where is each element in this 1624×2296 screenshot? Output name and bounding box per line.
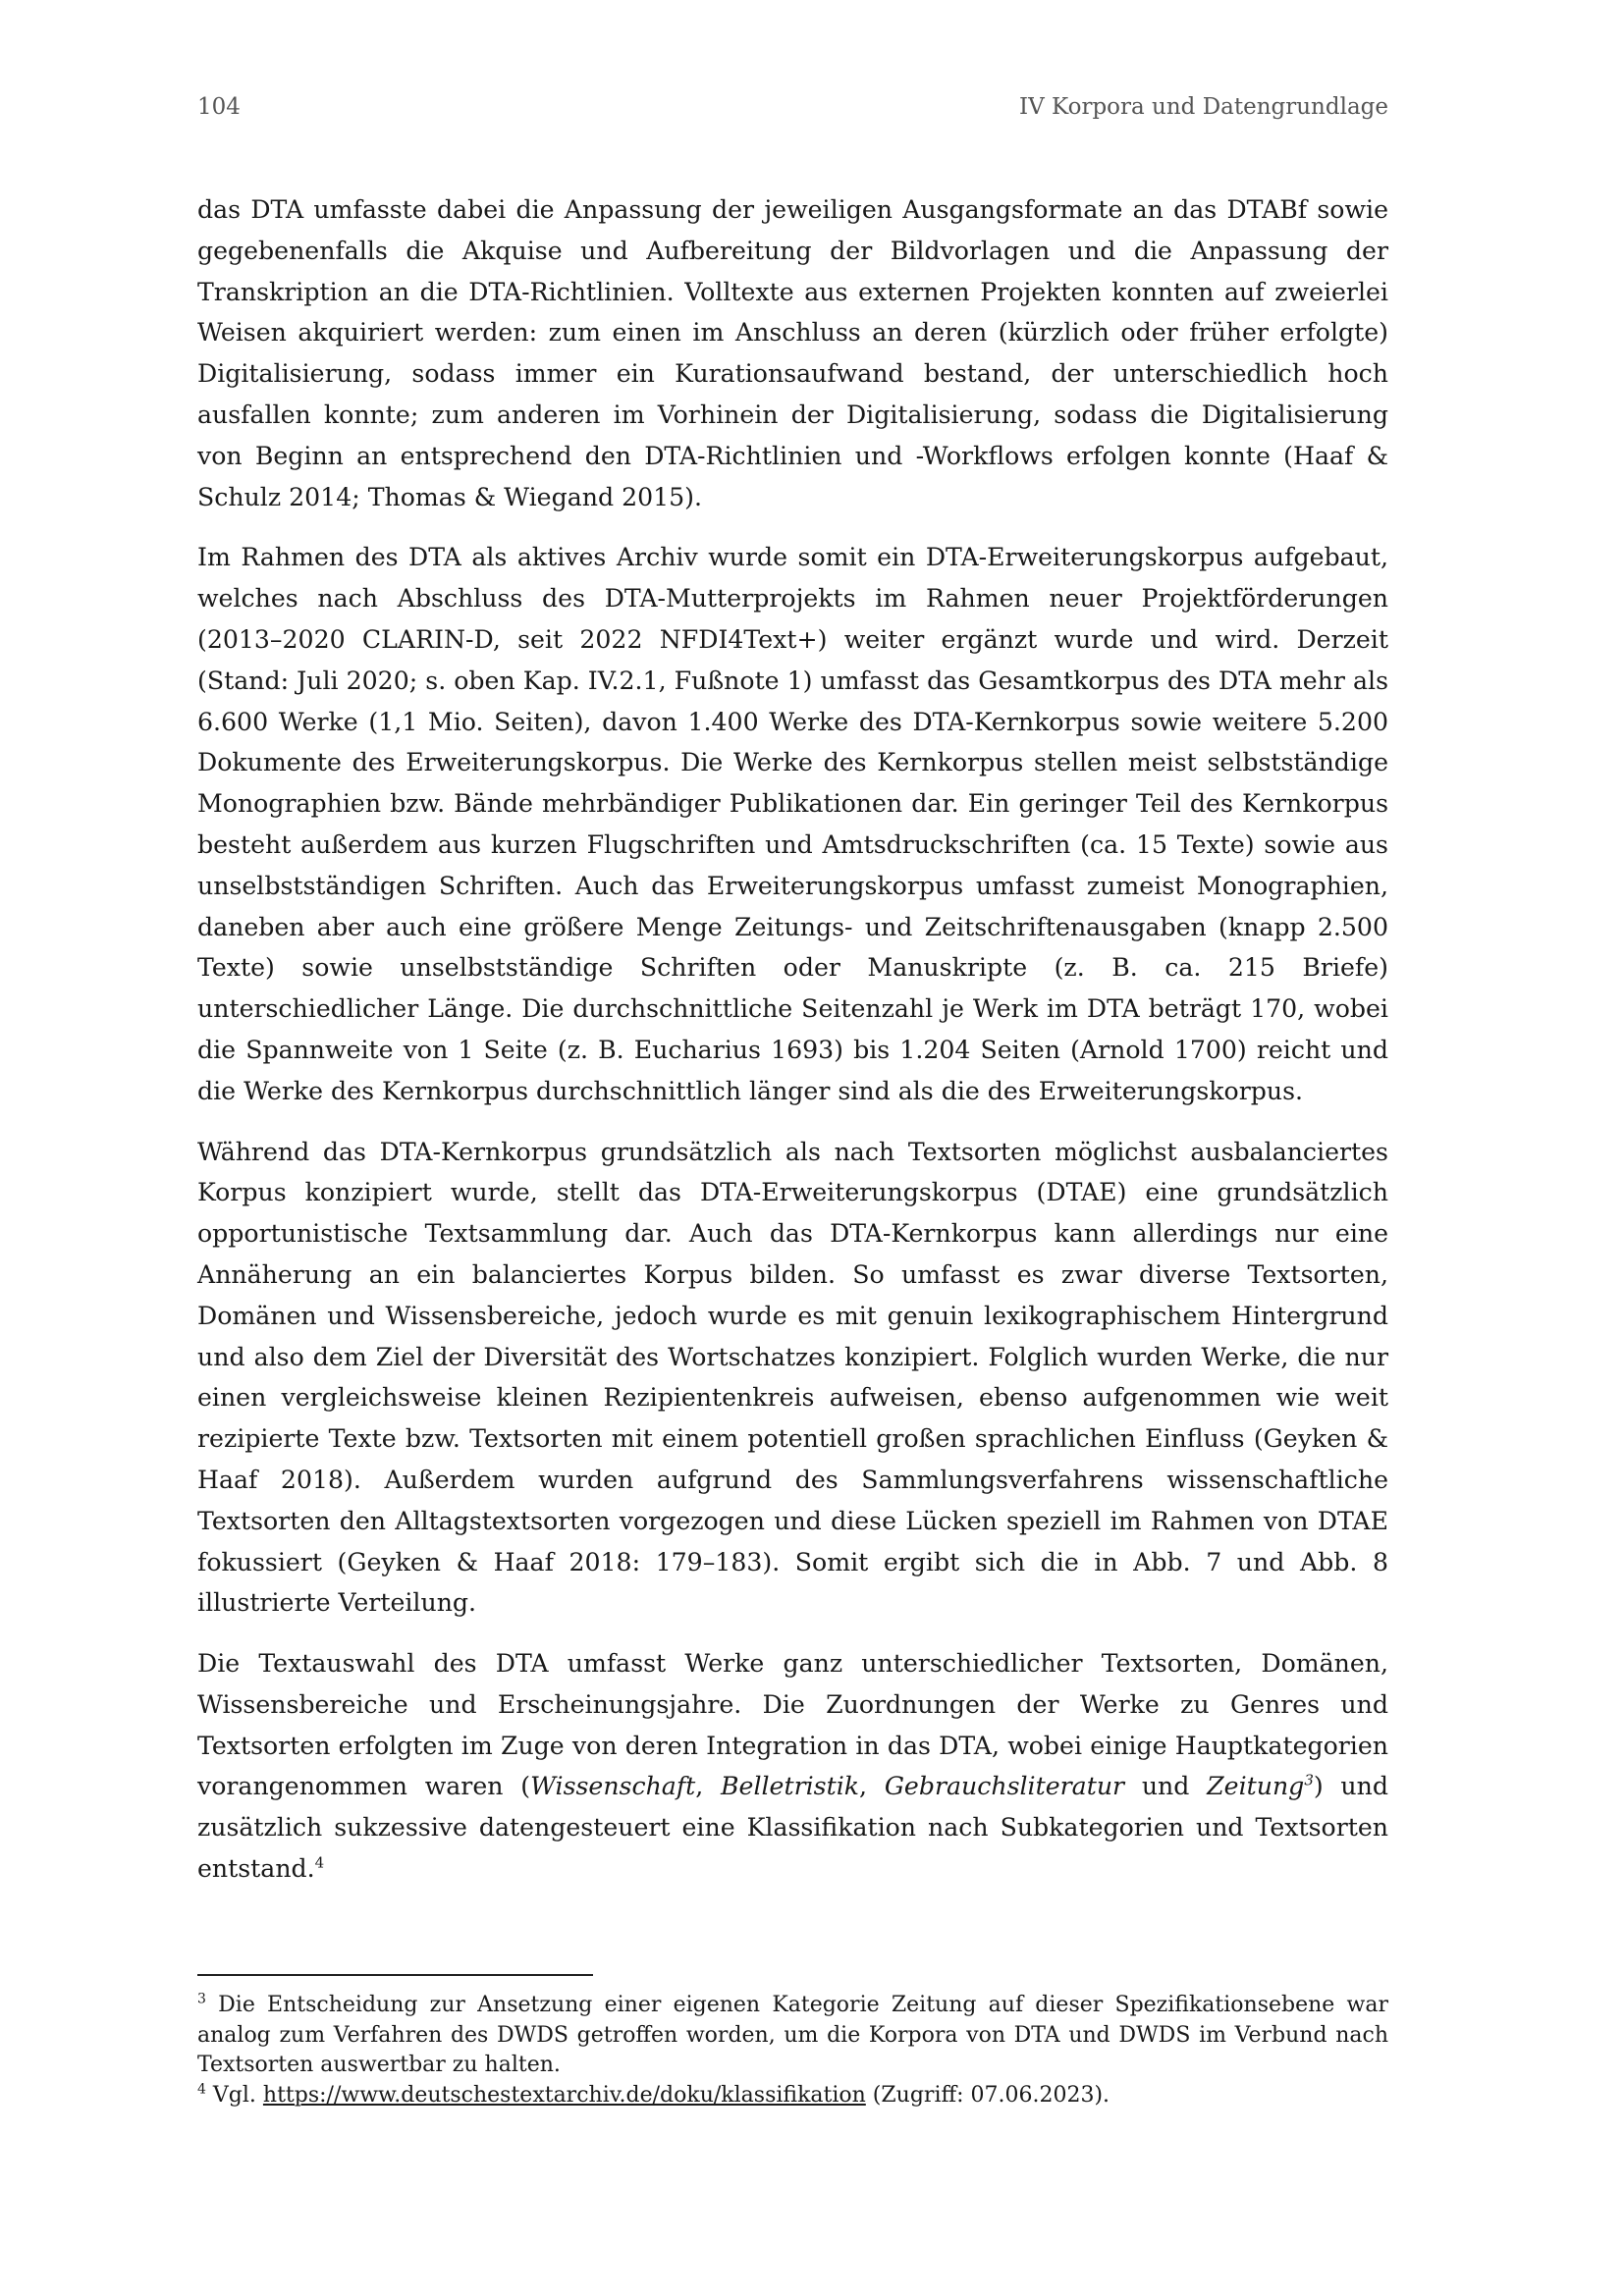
- klassifikation-link[interactable]: https://www.deutschestextarchiv.de/doku/klassifikation: [262, 2082, 866, 2108]
- paragraph-2: Im Rahmen des DTA als aktives Archiv wurde somit ein DTA-Erweiterungskorpus aufgebaut, welches nach Abschluss des DTA-Mutterprojekts im Rahmen neuer Projektförderungen (2013–2020 CLARIN-D, seit 2022 NFDI4Text+) weiter ergänzt wurde und wird. Derzeit (Stand: Juli 2020; s. oben Kap. IV.2.1, Fußnote 1) umfasst das Gesamtkorpus des DTA mehr als 6.600 Werke (1,1 Mio. Seiten), davon 1.400 Werke des DTA-Kernkorpus sowie weitere 5.200 Dokumente des Erweiterungskorpus. Die Werke des Kernkorpus stellen meist selbstständige Monographien bzw. Bände mehrbändiger Publikationen dar. Ein geringer Teil des Kernkorpus besteht außerdem aus kurzen Flugschriften und Amtsdruckschriften (ca. 15 Texte) sowie aus unselbstständigen Schriften. Auch das Erweiterungskorpus umfasst zumeist Monographien, daneben aber auch eine größere Menge Zeitungs- und Zeitschriftenausgaben (knapp 2.500 Texte) sowie unselbstständige Schriften oder Manuskripte (z. B. ca. 215 Briefe) unterschiedlicher Länge. Die durchschnittliche Seitenzahl je Werk im DTA beträgt 170, wobei die Spannweite von 1 Seite (z. B. Eucharius 1693) bis 1.204 Seiten (Arnold 1700) reicht und die Werke des Kernkorpus durchschnittlich länger sind als die des Erweiterungskorpus.: [197, 543, 1388, 1105]
- term-belletristik: Belletristik: [721, 1772, 860, 1801]
- main-text: [197, 189, 1388, 1909]
- footnotes: [197, 1991, 1388, 2110]
- footnote-prefix: Vgl.: [205, 2082, 263, 2108]
- footnote-3: [197, 1991, 1388, 2081]
- running-header: [197, 94, 1388, 133]
- paragraph-4: [197, 1643, 1388, 1890]
- term-gebrauchsliteratur: Gebrauchsliteratur: [884, 1772, 1125, 1801]
- footnote-suffix: (Zugriff: 07.06.2023).: [865, 2082, 1110, 2108]
- footnote-ref-3[interactable]: 3: [1304, 1772, 1314, 1790]
- footnote-divider: [197, 1974, 593, 1976]
- footnote-4: [197, 2081, 1388, 2111]
- running-title: IV Korpora und Datengrundlage: [1019, 94, 1388, 120]
- paragraph-4-text-after: ) und zusätzlich sukzessive datengesteuert eine Klassifikation nach Subkategorien und Textsorten entstand.: [197, 1772, 1389, 1884]
- page-number: 104: [197, 94, 241, 120]
- footnote-text: Die Entscheidung zur Ansetzung einer eigenen Kategorie Zeitung auf dieser Spezifikationsebene war analog zum Verfahren des DWDS getroffen worden, um die Korpora von DTA und DWDS im Verbund nach Textsorten auswertbar zu halten.: [197, 1993, 1388, 2077]
- paragraph-4-text-before: Die Textauswahl des DTA umfasst Werke ganz unterschiedlicher Textsorten, Domänen, Wissensbereiche und Erscheinungsjahre. Die Zuordnungen der Werke zu Genres und Textsorten erfolgten im Zuge von deren Integration in das DTA, wobei einige Hauptkategorien vorangenommen waren (: [197, 1649, 1388, 1801]
- paragraph-3: Während das DTA-Kernkorpus grundsätzlich als nach Textsorten möglichst ausbalanciertes Korpus konzipiert wurde, stellt das DTA-Erweiterungskorpus (DTAE) eine grundsätzlich opportunistische Textsammlung dar. Auch das DTA-Kernkorpus kann allerdings nur eine Annäherung an ein balanciertes Korpus bilden. So umfasst es zwar diverse Textsorten, Domänen und Wissensbereiche, jedoch wurde es mit genuin lexikographischem Hintergrund und also dem Ziel der Diversität des Wortschatzes konzipiert. Folglich wurden Werke, die nur einen vergleichsweise kleinen Rezipientenkreis aufweisen, ebenso aufgenommen wie weit rezipierte Texte bzw. Textsorten mit einem potentiell großen sprachlichen Einfluss (Geyken & Haaf 2018). Außerdem wurden aufgrund des Sammlungsverfahrens wissenschaftliche Textsorten den Alltagstextsorten vorgezogen und diese Lücken speziell im Rahmen von DTAE fokussiert (Geyken & Haaf 2018: 179–183). Somit ergibt sich die in Abb. 7 und Abb. 8 illustrierte Verteilung.: [197, 1137, 1388, 1618]
- separator: ,: [859, 1772, 885, 1801]
- separator: und: [1124, 1772, 1208, 1801]
- footnote-number: 4: [197, 2081, 206, 2098]
- footnote-ref-4[interactable]: 4: [314, 1853, 325, 1872]
- paragraph-1: das DTA umfasste dabei die Anpassung der jeweiligen Ausgangsformate an das DTABf sowie gegebenenfalls die Akquise und Aufbereitung der Bildvorlagen und die Anpassung der Transkription an die DTA-Richtlinien. Volltexte aus externen Projekten konnten auf zweierlei Weisen akquiriert werden: zum einen im Anschluss an deren (kürzlich oder früher erfolgte) Digitalisierung, sodass immer ein Kurationsaufwand bestand, der unterschiedlich hoch ausfallen konnte; zum anderen im Vorhinein der Digitalisierung, sodass die Digitalisierung von Beginn an entsprechend den DTA-Richtlinien und -Workflows erfolgen konnte (Haaf & Schulz 2014; Thomas & Wiegand 2015).: [197, 195, 1388, 511]
- term-wissenschaft: Wissenschaft: [530, 1772, 696, 1801]
- footnote-number: 3: [197, 1991, 206, 2007]
- term-zeitung: Zeitung: [1207, 1772, 1305, 1801]
- separator: ,: [695, 1772, 722, 1801]
